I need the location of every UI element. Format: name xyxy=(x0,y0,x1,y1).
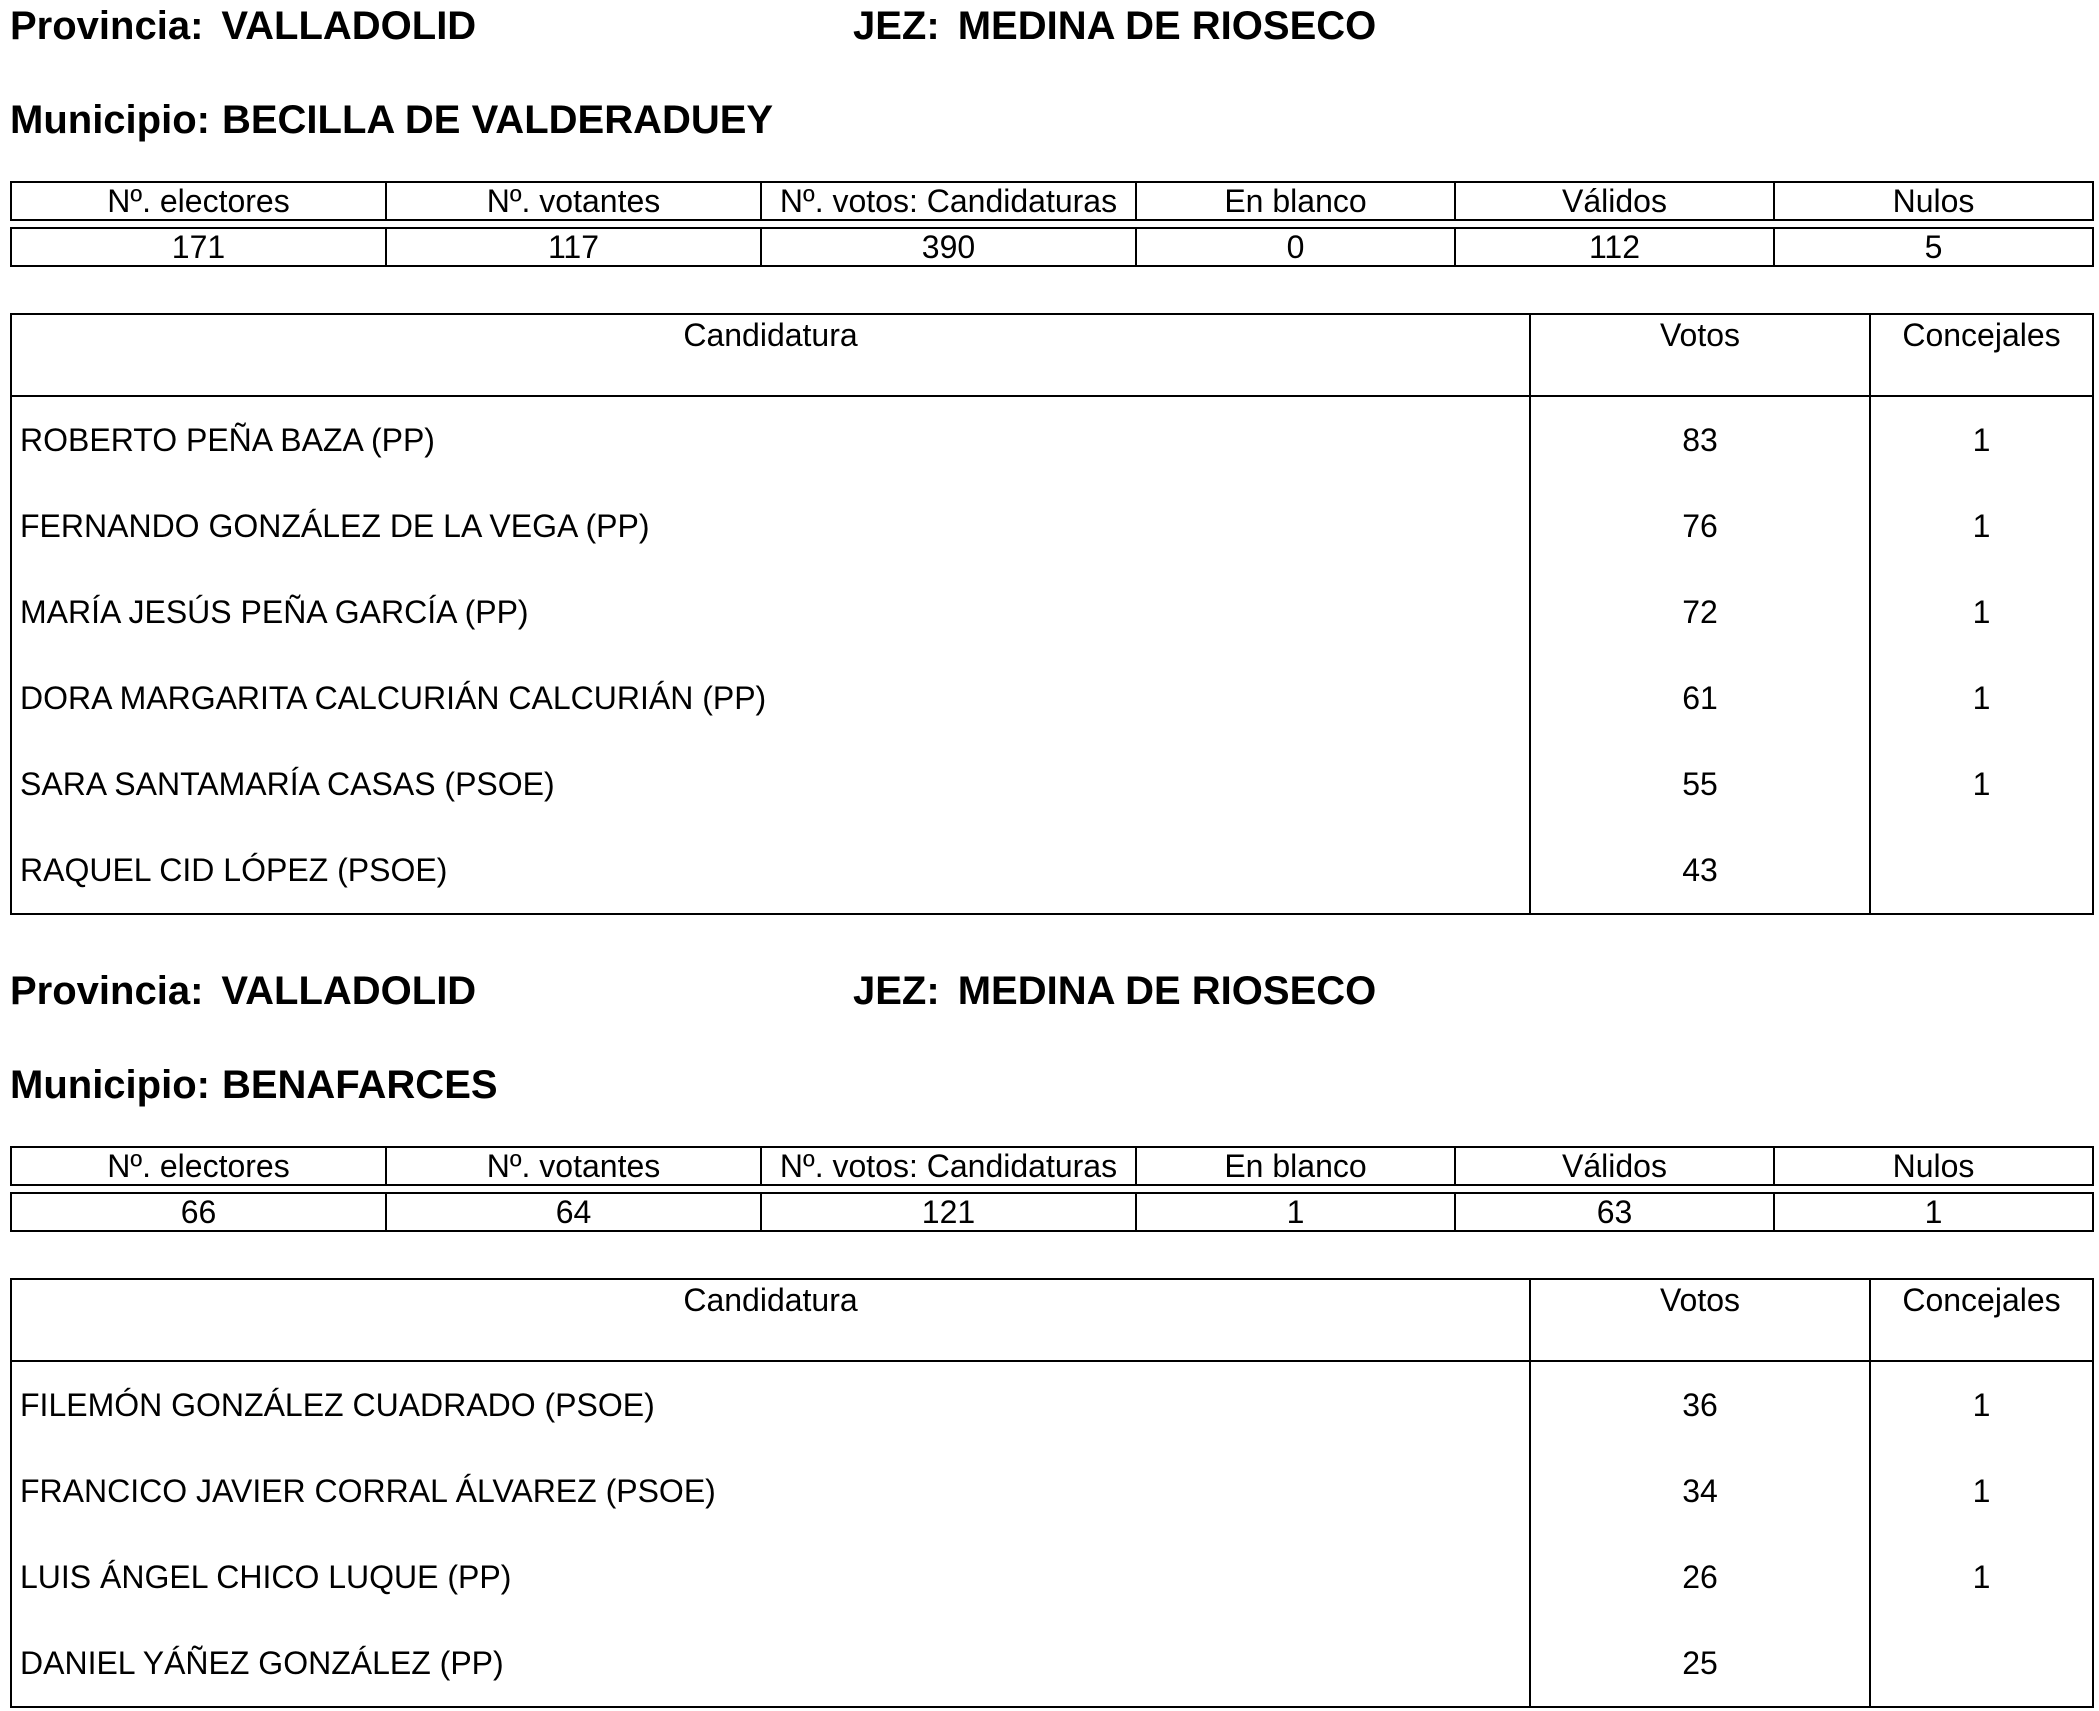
jez-value: MEDINA DE RIOSECO xyxy=(957,4,1377,48)
summary-header-en-blanco: En blanco xyxy=(1136,1147,1455,1185)
candidate-seats xyxy=(1870,827,2093,914)
summary-value-row xyxy=(11,228,2093,266)
summary-table xyxy=(10,181,2094,267)
summary-votos-candidaturas: 390 xyxy=(761,228,1136,266)
table-row xyxy=(11,655,2093,741)
results-header-votos: Votos xyxy=(1530,1279,1870,1361)
candidate-votes: 25 xyxy=(1530,1620,1870,1707)
jez-heading xyxy=(853,0,1376,52)
results-header-row xyxy=(11,1279,2093,1361)
candidate-seats: 1 xyxy=(1870,569,2093,655)
results-header-votos: Votos xyxy=(1530,314,1870,396)
results-header-row xyxy=(11,314,2093,396)
summary-validos: 63 xyxy=(1455,1193,1774,1231)
summary-header-electores: Nº. electores xyxy=(11,182,386,220)
candidate-votes: 36 xyxy=(1530,1361,1870,1448)
results-header-concejales: Concejales xyxy=(1870,1279,2093,1361)
summary-electores: 171 xyxy=(11,228,386,266)
candidate-name: MARÍA JESÚS PEÑA GARCÍA (PP) xyxy=(11,569,1530,655)
candidate-seats: 1 xyxy=(1870,396,2093,483)
table-row xyxy=(11,396,2093,483)
candidate-seats: 1 xyxy=(1870,1361,2093,1448)
results-header-candidatura: Candidatura xyxy=(11,314,1530,396)
candidate-name: LUIS ÁNGEL CHICO LUQUE (PP) xyxy=(11,1534,1530,1620)
summary-votantes: 64 xyxy=(386,1193,761,1231)
municipality-block-2 xyxy=(0,965,2099,1711)
municipio-label: Municipio: xyxy=(10,1063,210,1107)
provincia-value: VALLADOLID xyxy=(221,969,477,1013)
candidate-name: DORA MARGARITA CALCURIÁN CALCURIÁN (PP) xyxy=(11,655,1530,741)
candidate-name: FERNANDO GONZÁLEZ DE LA VEGA (PP) xyxy=(11,483,1530,569)
results-table xyxy=(10,313,2094,915)
jez-heading xyxy=(853,965,1376,1017)
municipio-value: BECILLA DE VALDERADUEY xyxy=(221,98,774,142)
candidate-votes: 26 xyxy=(1530,1534,1870,1620)
summary-table xyxy=(10,1146,2094,1232)
summary-nulos: 5 xyxy=(1774,228,2093,266)
summary-votantes: 117 xyxy=(386,228,761,266)
table-row xyxy=(11,741,2093,827)
summary-en-blanco: 0 xyxy=(1136,228,1455,266)
summary-en-blanco: 1 xyxy=(1136,1193,1455,1231)
candidate-votes: 83 xyxy=(1530,396,1870,483)
table-row xyxy=(11,1361,2093,1448)
results-header-candidatura: Candidatura xyxy=(11,1279,1530,1361)
table-row xyxy=(11,569,2093,655)
provincia-heading xyxy=(10,0,476,52)
provincia-label: Provincia: xyxy=(10,4,204,48)
candidate-votes: 43 xyxy=(1530,827,1870,914)
table-row xyxy=(11,1620,2093,1707)
candidate-name: RAQUEL CID LÓPEZ (PSOE) xyxy=(11,827,1530,914)
summary-votos-candidaturas: 121 xyxy=(761,1193,1136,1231)
summary-value-row xyxy=(11,1193,2093,1231)
candidate-name: FILEMÓN GONZÁLEZ CUADRADO (PSOE) xyxy=(11,1361,1530,1448)
summary-header-votantes: Nº. votantes xyxy=(386,1147,761,1185)
table-row xyxy=(11,827,2093,914)
municipio-heading xyxy=(10,94,773,146)
results-header-concejales: Concejales xyxy=(1870,314,2093,396)
candidate-seats xyxy=(1870,1620,2093,1707)
candidate-seats: 1 xyxy=(1870,1534,2093,1620)
summary-header-nulos: Nulos xyxy=(1774,1147,2093,1185)
provincia-label: Provincia: xyxy=(10,969,204,1013)
candidate-votes: 76 xyxy=(1530,483,1870,569)
summary-header-validos: Válidos xyxy=(1455,1147,1774,1185)
candidate-seats: 1 xyxy=(1870,483,2093,569)
candidate-seats: 1 xyxy=(1870,1448,2093,1534)
summary-header-row xyxy=(11,1147,2093,1185)
summary-validos: 112 xyxy=(1455,228,1774,266)
table-row xyxy=(11,1448,2093,1534)
candidate-votes: 55 xyxy=(1530,741,1870,827)
summary-header-validos: Válidos xyxy=(1455,182,1774,220)
summary-electores: 66 xyxy=(11,1193,386,1231)
summary-header-row xyxy=(11,182,2093,220)
summary-header-electores: Nº. electores xyxy=(11,1147,386,1185)
summary-header-votos-candidaturas: Nº. votos: Candidaturas xyxy=(761,1147,1136,1185)
candidate-votes: 34 xyxy=(1530,1448,1870,1534)
municipio-value: BENAFARCES xyxy=(221,1063,498,1107)
candidate-seats: 1 xyxy=(1870,655,2093,741)
summary-nulos: 1 xyxy=(1774,1193,2093,1231)
candidate-name: DANIEL YÁÑEZ GONZÁLEZ (PP) xyxy=(11,1620,1530,1707)
candidate-name: FRANCICO JAVIER CORRAL ÁLVAREZ (PSOE) xyxy=(11,1448,1530,1534)
provincia-heading xyxy=(10,965,476,1017)
candidate-votes: 72 xyxy=(1530,569,1870,655)
candidate-seats: 1 xyxy=(1870,741,2093,827)
candidate-votes: 61 xyxy=(1530,655,1870,741)
jez-label: JEZ: xyxy=(853,969,940,1013)
summary-header-en-blanco: En blanco xyxy=(1136,182,1455,220)
table-row xyxy=(11,483,2093,569)
candidate-name: ROBERTO PEÑA BAZA (PP) xyxy=(11,396,1530,483)
summary-header-votos-candidaturas: Nº. votos: Candidaturas xyxy=(761,182,1136,220)
jez-label: JEZ: xyxy=(853,4,940,48)
municipio-heading xyxy=(10,1059,498,1111)
candidate-name: SARA SANTAMARÍA CASAS (PSOE) xyxy=(11,741,1530,827)
summary-header-votantes: Nº. votantes xyxy=(386,182,761,220)
table-row xyxy=(11,1534,2093,1620)
provincia-value: VALLADOLID xyxy=(221,4,477,48)
municipio-label: Municipio: xyxy=(10,98,210,142)
results-table xyxy=(10,1278,2094,1708)
jez-value: MEDINA DE RIOSECO xyxy=(957,969,1377,1013)
summary-header-nulos: Nulos xyxy=(1774,182,2093,220)
